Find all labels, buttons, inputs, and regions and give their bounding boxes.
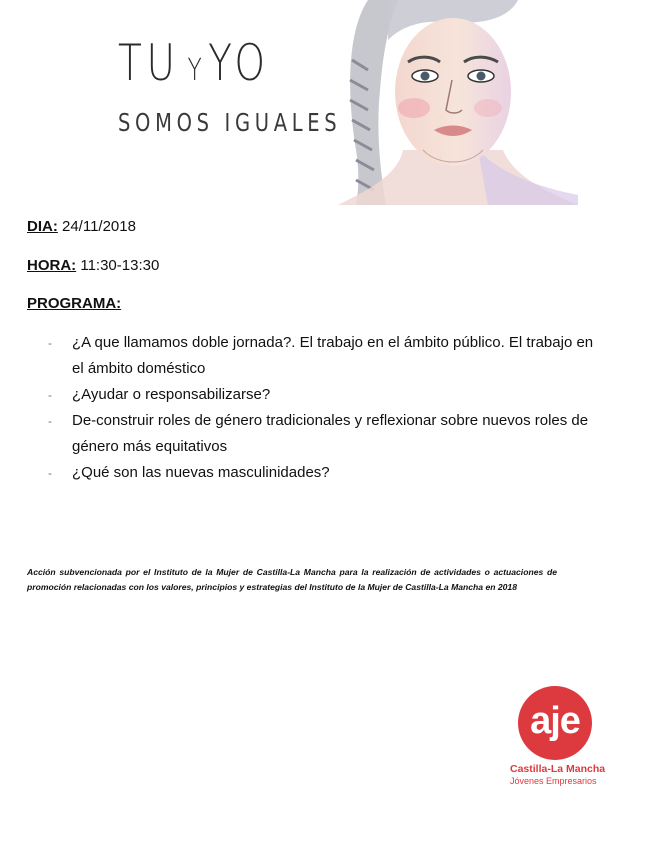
- list-item: [48, 460, 608, 486]
- event-time: [27, 257, 159, 274]
- program-item-text: ¿Ayudar o responsabilizarse?: [72, 386, 271, 403]
- list-item: [48, 408, 608, 460]
- program-item-text: De-construir roles de género tradicionales y reflexionar sobre nuevos roles de género más equitativos: [72, 412, 589, 455]
- event-title: [118, 34, 270, 92]
- list-item: [48, 330, 608, 382]
- program-item-text: ¿Qué son las nuevas masculinidades?: [72, 464, 330, 481]
- aje-logo-tagline: Jóvenes Empresarios: [510, 776, 597, 786]
- bullet-dash: -: [48, 388, 52, 402]
- bullet-dash: -: [48, 414, 52, 428]
- bullet-dash: -: [48, 466, 52, 480]
- date-value: 24/11/2018: [62, 218, 136, 235]
- title-word-y: Y: [187, 53, 204, 88]
- title-word-yo: YO: [208, 34, 270, 92]
- aje-logo-mark: aje: [518, 686, 592, 760]
- list-item: [48, 382, 608, 408]
- aje-logo-region: Castilla-La Mancha: [510, 763, 606, 775]
- time-label: HORA:: [27, 257, 77, 274]
- funding-footnote: Acción subvencionada por el Instituto de la Mujer de Castilla-La Mancha para la realización de actividades o actuaciones de promoción relacionadas con los valores, principios y estrategias del Instituto de la Mujer de Castilla-La Mancha en 2018: [27, 567, 557, 592]
- aje-logo: [510, 686, 630, 796]
- title-word-tu: TU: [118, 34, 180, 92]
- program-label: PROGRAMA:: [27, 295, 122, 312]
- event-date: [27, 218, 136, 235]
- header-banner: [0, 0, 658, 205]
- time-value: 11:30-13:30: [80, 257, 160, 274]
- date-label: DIA:: [27, 218, 58, 235]
- event-subtitle: SOMOS IGUALES: [118, 108, 342, 137]
- bullet-dash: -: [48, 336, 52, 350]
- program-item-text: ¿A que llamamos doble jornada?. El trabajo en el ámbito público. El trabajo en el ámbito doméstico: [72, 334, 594, 377]
- program-heading: [27, 295, 121, 312]
- program-list: [48, 330, 608, 486]
- face-illustration: [328, 0, 578, 205]
